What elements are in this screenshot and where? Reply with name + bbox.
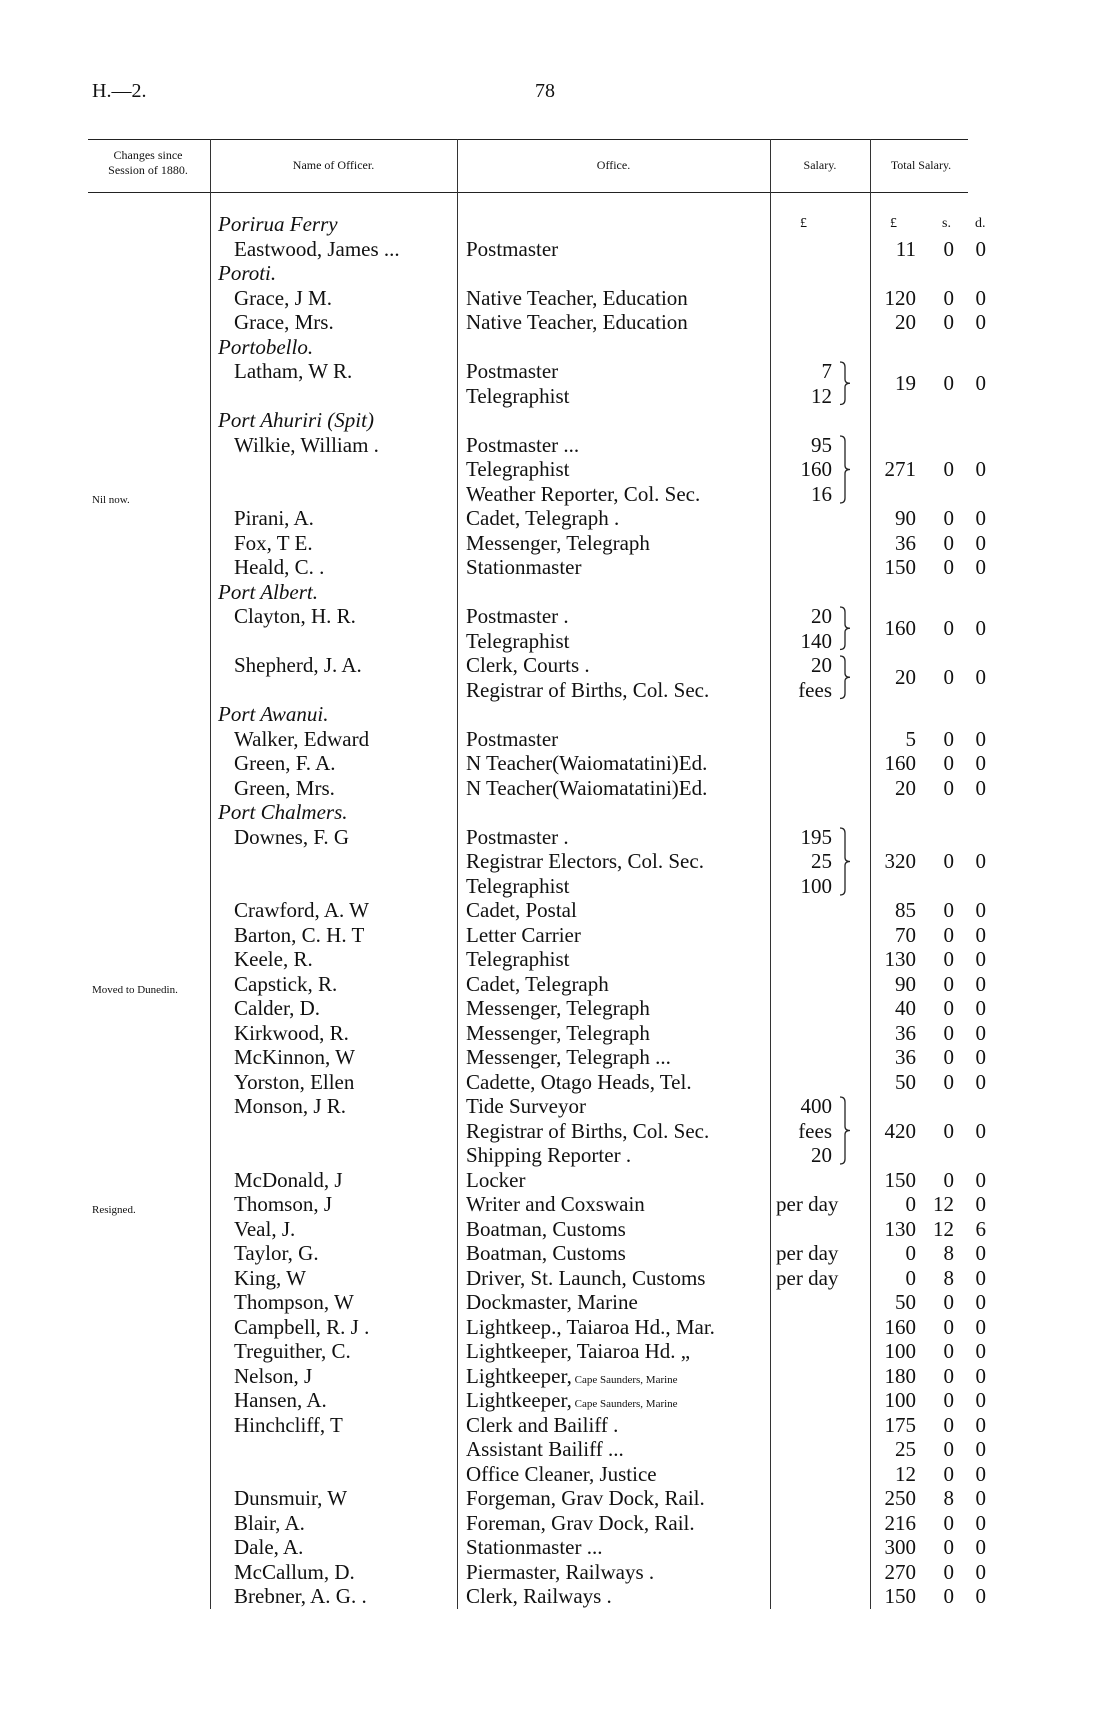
officer-name: Thomson, J — [234, 1192, 333, 1216]
office-title: Messenger, Telegraph — [466, 1020, 650, 1045]
salary-value: 25 — [811, 849, 832, 873]
total-pence: 0 — [975, 1437, 986, 1461]
officer-name: Keele, R. — [234, 947, 313, 971]
total-pounds: 160 — [884, 751, 916, 775]
total-pounds: 180 — [884, 1363, 916, 1388]
officer-name: Green, Mrs. — [234, 775, 335, 800]
total-pence: 0 — [975, 555, 986, 579]
office-title: Telegraphist — [466, 457, 570, 481]
salary-value: per day — [776, 1241, 839, 1265]
officer-name: Brebner, A. G. . — [234, 1584, 367, 1608]
officer-name: McDonald, J — [234, 1167, 343, 1192]
total-pence: 0 — [975, 775, 986, 800]
office-title-detail: Cape Saunders, Marine — [571, 1373, 678, 1386]
salary-value: 20 — [811, 604, 832, 628]
total-pounds: 90 — [895, 506, 916, 530]
officer-name: McCallum, D. — [234, 1559, 355, 1584]
office-title: Clerk, Courts . — [466, 653, 590, 677]
total-pence: 0 — [975, 1265, 986, 1290]
unit-pence: d. — [975, 216, 986, 231]
total-pence: 0 — [975, 506, 986, 530]
salary-brace-path — [840, 1097, 850, 1164]
salary-value: fees — [798, 1118, 832, 1143]
salary-value: 195 — [800, 824, 832, 849]
total-pence: 0 — [975, 1486, 986, 1510]
total-pence: 0 — [975, 947, 986, 971]
office-title: Telegraphist — [466, 628, 570, 653]
office-title: Postmaster — [466, 359, 559, 383]
office-title: Native Teacher, Education — [466, 310, 688, 334]
salary-brace-path — [840, 436, 850, 503]
total-shillings: 0 — [943, 555, 954, 579]
total-pounds: 50 — [895, 1290, 916, 1314]
total-pence: 0 — [975, 1069, 986, 1094]
header-changes-line1: Changes since — [113, 148, 183, 162]
total-shillings: 0 — [943, 530, 954, 555]
total-pounds: 150 — [884, 555, 916, 579]
office-title: Postmaster . — [466, 604, 569, 628]
total-pence: 0 — [975, 1192, 986, 1216]
salary-value: per day — [776, 1192, 839, 1216]
office-title: N Teacher(Waiomatatini)Ed. — [466, 751, 708, 775]
officer-name: Yorston, Ellen — [234, 1069, 355, 1094]
officer-name: Blair, A. — [234, 1510, 305, 1535]
salary-brace — [838, 361, 852, 406]
total-pence: 0 — [975, 1510, 986, 1535]
office-title: Telegraphist — [466, 947, 570, 971]
total-pounds: 150 — [884, 1167, 916, 1192]
total-pounds: 100 — [884, 1339, 916, 1363]
change-note: Moved to Dunedin. — [92, 983, 178, 996]
total-pence: 0 — [975, 1020, 986, 1045]
total-shillings: 0 — [943, 996, 954, 1020]
total-pence: 0 — [975, 530, 986, 555]
total-shillings: 0 — [943, 1584, 954, 1608]
officer-name: Monson, J R. — [234, 1094, 347, 1118]
salary-value: 100 — [800, 873, 832, 898]
officer-name: Capstick, R. — [234, 971, 338, 996]
section-heading: Poroti. — [218, 261, 277, 285]
office-title: Office Cleaner, Justice — [466, 1461, 657, 1486]
total-pence: 0 — [975, 751, 986, 775]
total-pounds: 0 — [905, 1241, 916, 1265]
total-shillings: 0 — [943, 751, 954, 775]
group-total-pence: 0 — [975, 665, 986, 690]
salary-value: 95 — [811, 432, 832, 457]
group-total-pence: 0 — [975, 371, 986, 396]
group-total-pounds: 320 — [884, 849, 916, 873]
total-shillings: 0 — [943, 1167, 954, 1192]
total-shillings: 0 — [943, 1388, 954, 1412]
total-pounds: 12 — [895, 1461, 916, 1486]
officer-name: Green, F. A. — [234, 751, 336, 775]
office-title: Forgeman, Grav Dock, Rail. — [466, 1486, 705, 1510]
total-shillings: 0 — [943, 922, 954, 947]
section-heading: Portobello. — [218, 334, 314, 359]
office-title: Weather Reporter, Col. Sec. — [466, 481, 701, 506]
office-title: N Teacher(Waiomatatini)Ed. — [466, 775, 708, 800]
total-shillings: 0 — [943, 1020, 954, 1045]
office-title: Messenger, Telegraph — [466, 996, 650, 1020]
total-pence: 0 — [975, 1339, 986, 1363]
total-pounds: 40 — [895, 996, 916, 1020]
total-pounds: 50 — [895, 1069, 916, 1094]
total-shillings: 0 — [943, 1461, 954, 1486]
total-pounds: 300 — [884, 1535, 916, 1559]
total-pounds: 36 — [895, 1045, 916, 1069]
office-title: Assistant Bailiff ... — [466, 1437, 624, 1461]
total-shillings: 0 — [943, 726, 954, 751]
total-pence: 0 — [975, 285, 986, 310]
office-title: Stationmaster — [466, 555, 582, 579]
officer-name: Grace, Mrs. — [234, 310, 334, 334]
group-total-pence: 0 — [975, 457, 986, 481]
office-title: Locker — [466, 1167, 526, 1192]
total-pence: 0 — [975, 1535, 986, 1559]
total-shillings: 0 — [943, 285, 954, 310]
page-number: 78 — [535, 80, 555, 102]
office-title: Shipping Reporter . — [466, 1143, 632, 1167]
total-shillings: 0 — [943, 898, 954, 922]
total-shillings: 0 — [943, 1045, 954, 1069]
office-title: Clerk, Railways . — [466, 1584, 612, 1608]
total-pounds: 36 — [895, 530, 916, 555]
office-title-detail: Cape Saunders, Marine — [571, 1398, 678, 1410]
office-title: Tide Surveyor — [466, 1094, 586, 1118]
group-total-pounds: 20 — [895, 665, 916, 690]
salary-value: 16 — [811, 481, 832, 506]
office-title: Cadet, Postal — [466, 898, 577, 922]
total-pounds: 20 — [895, 775, 916, 800]
total-pence: 0 — [975, 1388, 986, 1412]
officer-name: Campbell, R. J . — [234, 1314, 370, 1339]
salary-value: 160 — [800, 457, 832, 481]
change-note: Nil now. — [92, 493, 130, 506]
total-pence: 0 — [975, 726, 986, 751]
office-title: Messenger, Telegraph ... — [466, 1045, 671, 1069]
total-shillings: 0 — [943, 236, 954, 261]
officer-name: Treguither, C. — [234, 1339, 351, 1363]
section-heading: Port Albert. — [218, 579, 318, 604]
total-pence: 0 — [975, 1412, 986, 1437]
office-title: Lightkeep., Taiaroa Hd., Mar. — [466, 1314, 715, 1339]
total-shillings: 0 — [943, 1510, 954, 1535]
officer-name: Hansen, A. — [234, 1388, 327, 1412]
group-total-pence: 0 — [975, 849, 986, 873]
unit-pound: £ — [890, 216, 897, 231]
officer-name: King, W — [234, 1265, 306, 1290]
total-pounds: 11 — [895, 236, 916, 261]
office-title: Cadet, Telegraph — [466, 971, 609, 996]
header-salary: Salary. — [803, 158, 837, 172]
total-pounds: 0 — [905, 1192, 916, 1216]
officer-name: Barton, C. H. T — [234, 922, 365, 947]
total-shillings: 0 — [943, 947, 954, 971]
group-total-shillings: 0 — [943, 1118, 954, 1143]
group-total-pence: 0 — [975, 616, 986, 641]
total-pounds: 130 — [884, 947, 916, 971]
office-title: Foreman, Grav Dock, Rail. — [466, 1510, 695, 1535]
officer-name: Dale, A. — [234, 1535, 304, 1559]
group-total-shillings: 0 — [943, 457, 954, 481]
total-pounds: 20 — [895, 310, 916, 334]
officer-name: Kirkwood, R. — [234, 1020, 349, 1045]
officer-name: Thompson, W — [234, 1290, 354, 1314]
total-pence: 0 — [975, 971, 986, 996]
total-pounds: 100 — [884, 1388, 916, 1412]
officer-name: McKinnon, W — [234, 1045, 355, 1069]
officer-name: Dunsmuir, W — [234, 1486, 348, 1510]
office-title: Telegraphist — [466, 383, 570, 408]
office-title: Boatman, Customs — [466, 1241, 626, 1265]
total-pounds: 175 — [884, 1412, 916, 1437]
group-total-pounds: 160 — [884, 616, 916, 641]
total-shillings: 0 — [943, 1363, 954, 1388]
salary-value: 400 — [800, 1094, 832, 1118]
total-shillings: 12 — [933, 1192, 954, 1216]
office-title: Registrar of Births, Col. Sec. — [466, 1118, 710, 1143]
salary-value: 20 — [811, 653, 832, 677]
salary-brace — [838, 606, 852, 651]
salary-brace-path — [840, 656, 850, 699]
total-pounds: 160 — [884, 1314, 916, 1339]
office-title: Postmaster — [466, 726, 559, 751]
section-heading: Port Awanui. — [218, 702, 329, 726]
office-title: Registrar Electors, Col. Sec. — [466, 849, 704, 873]
total-pounds: 270 — [884, 1559, 916, 1584]
total-pence: 0 — [975, 310, 986, 334]
salary-brace — [838, 827, 852, 896]
office-title: Cadet, Telegraph . — [466, 506, 620, 530]
total-pence: 0 — [975, 236, 986, 261]
total-pounds: 25 — [895, 1437, 916, 1461]
total-pounds: 250 — [884, 1486, 916, 1510]
total-pence: 0 — [975, 1461, 986, 1486]
total-pence: 0 — [975, 898, 986, 922]
officer-name: Veal, J. — [234, 1216, 296, 1241]
office-title: Writer and Coxswain — [466, 1192, 645, 1216]
total-shillings: 0 — [943, 1069, 954, 1094]
office-title: Letter Carrier — [466, 922, 581, 947]
office-title: Postmaster — [466, 236, 559, 261]
office-title: Clerk and Bailiff . — [466, 1412, 619, 1437]
group-total-shillings: 0 — [943, 616, 954, 641]
office-title: Cadette, Otago Heads, Tel. — [466, 1069, 692, 1094]
office-title: Piermaster, Railways . — [466, 1559, 655, 1584]
officer-name: Calder, D. — [234, 996, 321, 1020]
header-total: Total Salary. — [890, 158, 952, 172]
total-pounds: 90 — [895, 971, 916, 996]
total-pence: 0 — [975, 1559, 986, 1584]
total-pence: 0 — [975, 1045, 986, 1069]
total-shillings: 0 — [943, 1412, 954, 1437]
total-pence: 0 — [975, 1290, 986, 1314]
office-title: Native Teacher, Education — [466, 285, 688, 310]
salary-value: 12 — [811, 383, 832, 408]
salary-brace — [838, 1096, 852, 1165]
total-pence: 0 — [975, 1314, 986, 1339]
total-pounds: 0 — [905, 1265, 916, 1290]
office-title: Registrar of Births, Col. Sec. — [466, 677, 710, 702]
group-total-shillings: 0 — [943, 665, 954, 690]
section-heading: Port Chalmers. — [218, 800, 348, 824]
officer-name: Downes, F. G — [234, 824, 349, 849]
office-title: Postmaster ... — [466, 432, 580, 457]
office-title: Lightkeeper, Taiaroa Hd. „ — [466, 1339, 691, 1363]
office-title: Dockmaster, Marine — [466, 1290, 638, 1314]
total-pounds: 36 — [895, 1020, 916, 1045]
header-changes-line2: Session of 1880. — [108, 163, 188, 177]
total-shillings: 0 — [943, 1339, 954, 1363]
total-pence: 0 — [975, 1167, 986, 1192]
total-pounds: 5 — [905, 726, 916, 751]
salary-brace-path — [840, 362, 850, 405]
total-shillings: 8 — [943, 1265, 954, 1290]
officer-name: Clayton, H. R. — [234, 604, 356, 628]
officer-name: Wilkie, William . — [234, 432, 379, 457]
total-shillings: 0 — [943, 775, 954, 800]
section-heading: Port Ahuriri (Spit) — [218, 408, 374, 432]
total-shillings: 8 — [943, 1486, 954, 1510]
salary-value: 7 — [821, 359, 832, 383]
total-pounds: 150 — [884, 1584, 916, 1608]
office-title: Telegraphist — [466, 873, 570, 898]
group-total-shillings: 0 — [943, 371, 954, 396]
salary-value: per day — [776, 1265, 839, 1290]
office-title: Lightkeeper, Cape Saunders, Marine — [466, 1363, 678, 1388]
header-name: Name of Officer. — [292, 158, 375, 172]
officer-name: Latham, W R. — [234, 359, 353, 383]
officer-name: Taylor, G. — [234, 1241, 319, 1265]
total-shillings: 0 — [943, 1314, 954, 1339]
total-pence: 0 — [975, 1241, 986, 1265]
office-title: Postmaster . — [466, 824, 569, 849]
header-office: Office. — [596, 158, 631, 172]
total-shillings: 0 — [943, 1437, 954, 1461]
group-total-pounds: 19 — [895, 371, 916, 396]
salary-value: 20 — [811, 1143, 832, 1167]
total-shillings: 0 — [943, 1535, 954, 1559]
unit-salary-pound: £ — [800, 216, 807, 231]
group-total-pounds: 271 — [884, 457, 916, 481]
group-total-pence: 0 — [975, 1118, 986, 1143]
office-title: Stationmaster ... — [466, 1535, 603, 1559]
total-shillings: 12 — [933, 1216, 954, 1241]
salary-value: fees — [798, 677, 832, 702]
change-note: Resigned. — [92, 1204, 136, 1216]
total-shillings: 0 — [943, 1290, 954, 1314]
unit-shillings: s. — [942, 216, 951, 231]
officer-name: Heald, C. . — [234, 555, 325, 579]
total-pounds: 70 — [895, 922, 916, 947]
total-pounds: 120 — [884, 285, 916, 310]
total-pence: 0 — [975, 1584, 986, 1608]
salary-brace-path — [840, 828, 850, 895]
office-title: Driver, St. Launch, Customs — [466, 1265, 706, 1290]
office-title: Messenger, Telegraph — [466, 530, 650, 555]
total-pounds: 216 — [884, 1510, 916, 1535]
total-shillings: 0 — [943, 506, 954, 530]
section-heading: Porirua Ferry — [218, 212, 338, 236]
total-pence: 6 — [975, 1216, 986, 1241]
officer-name: Shepherd, J. A. — [234, 653, 362, 677]
total-shillings: 8 — [943, 1241, 954, 1265]
total-pounds: 85 — [895, 898, 916, 922]
officer-name: Hinchcliff, T — [234, 1412, 343, 1437]
total-pence: 0 — [975, 996, 986, 1020]
office-title: Boatman, Customs — [466, 1216, 626, 1241]
total-pounds: 130 — [884, 1216, 916, 1241]
salary-brace — [838, 435, 852, 504]
total-shillings: 0 — [943, 971, 954, 996]
total-pence: 0 — [975, 922, 986, 947]
officer-name: Eastwood, James ... — [234, 236, 400, 261]
salary-brace — [838, 655, 852, 700]
total-pence: 0 — [975, 1363, 986, 1388]
salary-brace-path — [840, 607, 850, 650]
officer-name: Fox, T E. — [234, 530, 313, 555]
office-title: Lightkeeper, Cape Saunders, Marine — [466, 1388, 678, 1412]
page-reference: H.—2. — [92, 80, 147, 102]
officer-name: Walker, Edward — [234, 726, 370, 751]
officer-name: Crawford, A. W — [234, 898, 369, 922]
salary-value: 140 — [800, 628, 832, 653]
group-total-shillings: 0 — [943, 849, 954, 873]
officer-name: Pirani, A. — [234, 506, 314, 530]
officer-name: Grace, J M. — [234, 285, 332, 310]
total-shillings: 0 — [943, 1559, 954, 1584]
group-total-pounds: 420 — [884, 1118, 916, 1143]
officer-name: Nelson, J — [234, 1363, 313, 1388]
total-shillings: 0 — [943, 310, 954, 334]
